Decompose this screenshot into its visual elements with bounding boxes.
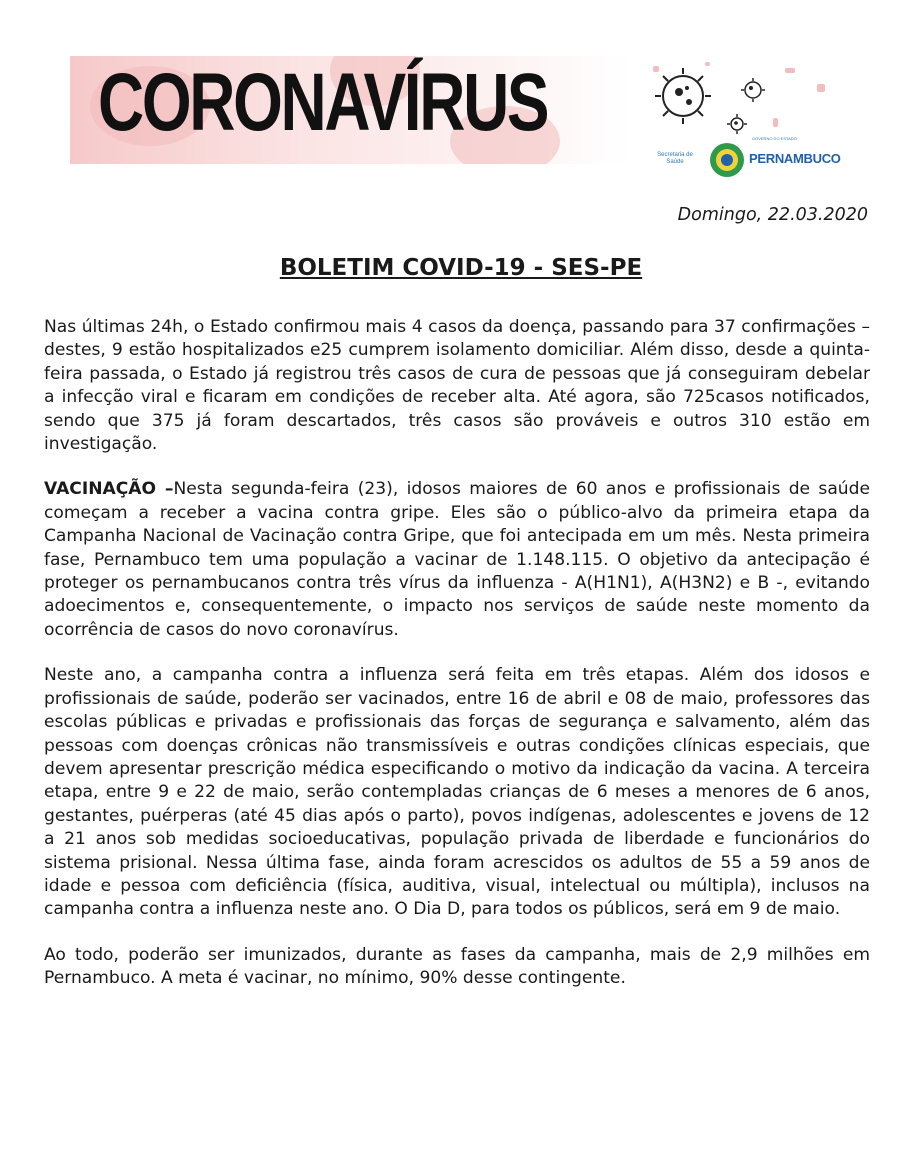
- bulletin-title: BOLETIM COVID-19 - SES-PE: [279, 255, 643, 281]
- coronavirus-headline: CORONAVÍRUS: [98, 57, 548, 148]
- state-small-caption: GOVERNO DO ESTADO: [752, 136, 797, 141]
- vaccination-paragraph: [44, 478, 870, 642]
- cases-paragraph: Nas últimas 24h, o Estado confirmou mais 4 casos da doença, passando para 37 confirmações – destes, 9 estão hospitalizados e25 cumprem isolamento domiciliar. Além disso, desde a quinta-feira passada, o Estado já registrou três casos de cura de pessoas que já conseguiram debelar a infecção viral e ficaram em condições de receber alta. Até agora, são 725casos notificados, sendo que 375 já foram descartados, três casos são prováveis e outros 310 estão em investigação.: [44, 317, 870, 455]
- bulletin-date: Domingo, 22.03.2020: [677, 205, 868, 225]
- vaccination-lead: VACINAÇÃO –: [44, 479, 174, 500]
- stages-paragraph: Neste ano, a campanha contra a influenza será feita em três etapas. Além dos idosos e profissionais de saúde, poderão ser vacinados, entre 16 de abril e 08 de maio, professores das escolas públicas e privadas e profissionais das forças de segurança e salvamento, além das pessoas com doenças crônicas não transmissíveis e outras condições clínicas especiais, que devem apresentar prescrição médica especificando o motivo da indicação da vacina. A terceira etapa, entre 9 e 22 de maio, serão contempladas crianças de 6 meses a menores de 6 anos, gestantes, puérperas (até 45 dias após o parto), povos indígenas, adolescentes e jovens de 12 a 21 anos sob medidas socioeducativas, população privada de liberdade e funcionários do sistema prisional. Nessa última fase, ainda foram acrescidos os adultos de 55 a 59 anos de idade e pessoa com deficiência (física, auditiva, visual, intelectual ou múltipla), inclusos na campanha contra a influenza neste ano. O Dia D, para todos os públicos, será em 9 de maio.: [44, 665, 870, 920]
- state-name: PERNAMBUCO: [749, 151, 841, 166]
- secretaria-label: Secretaria de Saúde: [657, 152, 693, 165]
- bulletin-body: [44, 316, 870, 1013]
- vaccination-text: Nesta segunda-feira (23), idosos maiores de 60 anos e profissionais de saúde começam a receber a vacina contra gripe. Eles são o público-alvo da primeira etapa da Campanha Nacional de Vacinação contra Gripe, que foi antecipada em um mês. Nesta primeira fase, Pernambuco tem uma população a vacinar de 1.148.115. O objetivo da antecipação é proteger os pernambucanos contra três vírus da influenza - A(H1N1), A(H3N2) e B -, evitando adoecimentos e, consequentemente, o impacto nos serviços de saúde neste momento da ocorrência de casos do novo coronavírus.: [44, 479, 870, 640]
- closing-paragraph: Ao todo, poderão ser imunizados, durante as fases da campanha, mais de 2,9 milhões em Pernambuco. A meta é vacinar, no mínimo, 90% desse contingente.: [44, 944, 870, 989]
- state-emblem-icon: [707, 140, 747, 180]
- ses-pe-logo: [645, 56, 841, 186]
